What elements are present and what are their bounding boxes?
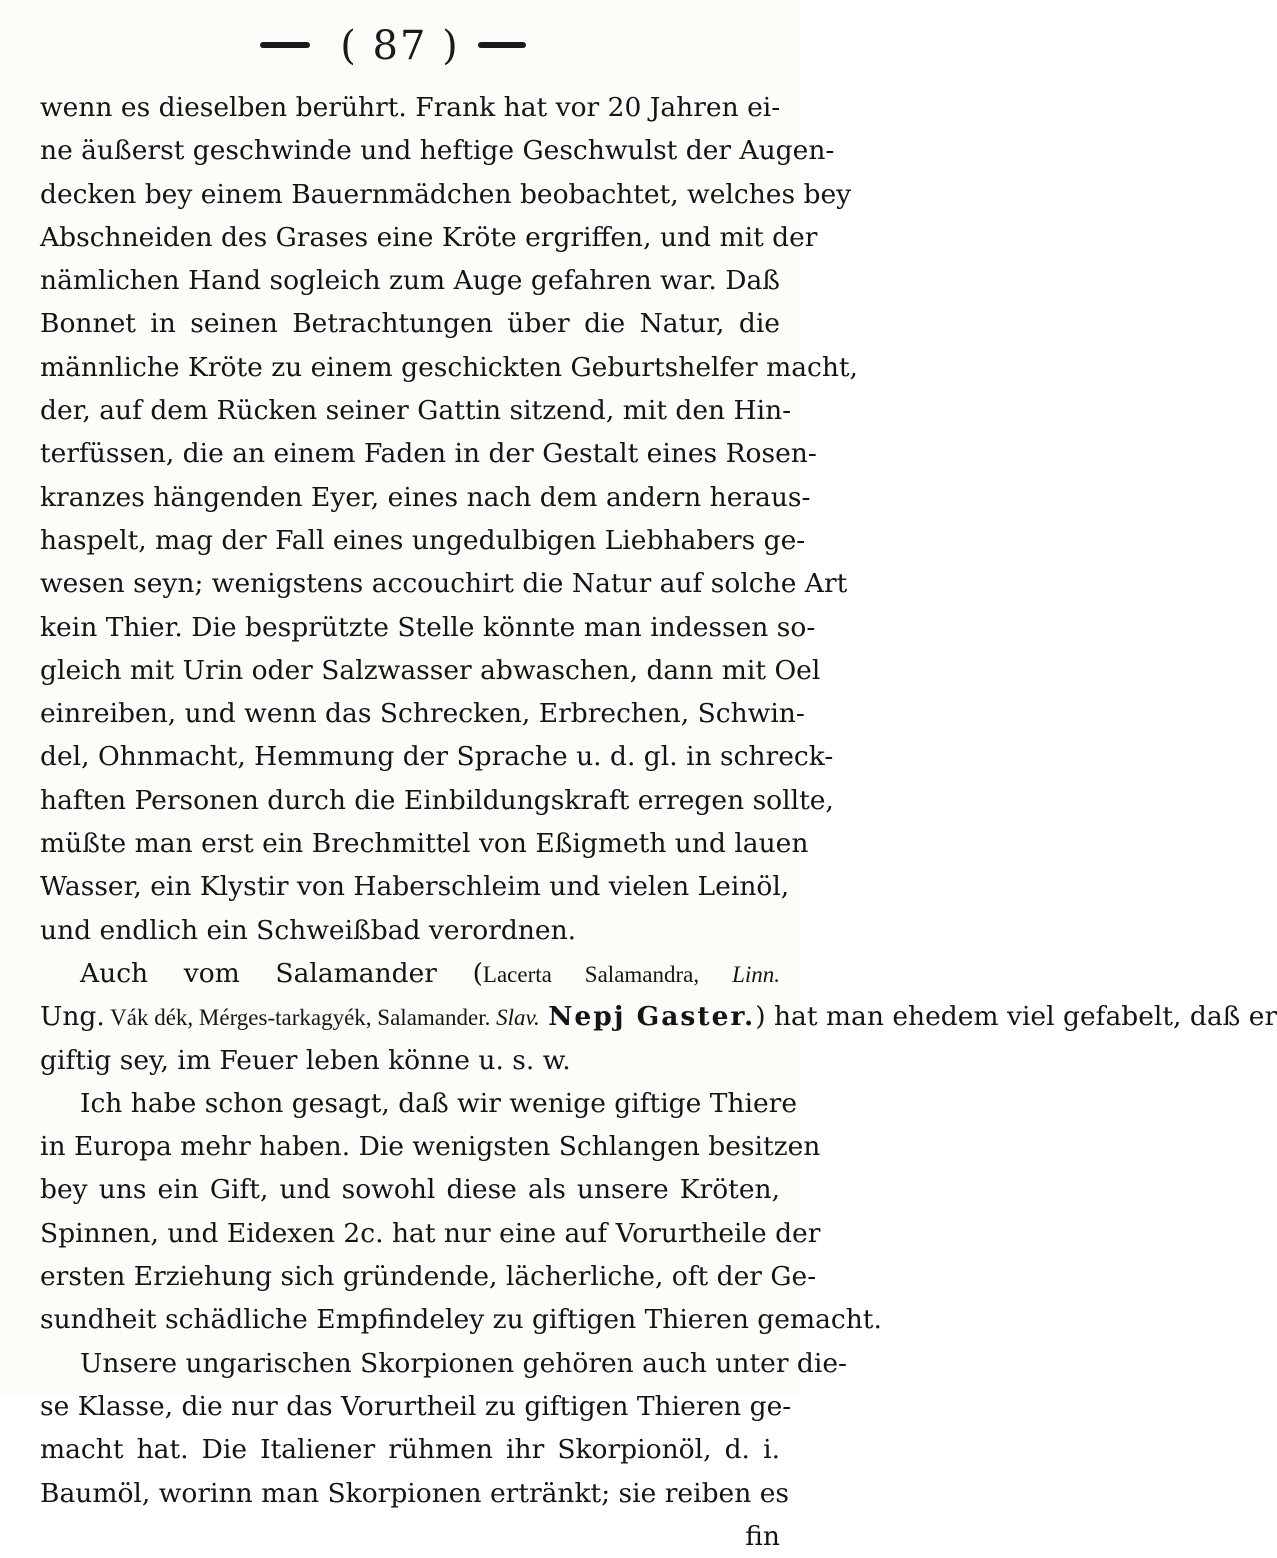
catchword: fin bbox=[745, 1520, 780, 1552]
synonym-line bbox=[40, 952, 780, 995]
text-line: ersten Erziehung sich gründende, lächerliche, oft der Ge- bbox=[40, 1261, 817, 1293]
text-line: einreiben, und wenn das Schrecken, Erbrechen, Schwin- bbox=[40, 698, 805, 730]
text-line: nämlichen Hand sogleich zum Auge gefahren war. Daß bbox=[40, 265, 780, 297]
text-line: ne äußerst geschwinde und heftige Geschwulst der Augen- bbox=[40, 135, 835, 167]
body-text bbox=[40, 86, 1277, 1558]
language-abbrev-slav: Slav. bbox=[496, 1005, 540, 1031]
text-line: macht hat. Die Italiener rühmen ihr Skorpionöl, d. i. bbox=[40, 1434, 780, 1466]
text-line: in Europa mehr haben. Die wenigsten Schlangen besitzen bbox=[40, 1131, 821, 1163]
hungarian-names: Vák dék, Mérges-tarkagyék, Salamander. bbox=[104, 1005, 497, 1031]
text-line: se Klasse, die nur das Vorurtheil zu giftigen Thieren ge- bbox=[40, 1390, 792, 1422]
header-rule-right bbox=[478, 42, 526, 48]
text-line: Abschneiden des Grases eine Kröte ergriffen, und mit der bbox=[40, 221, 818, 253]
language-abbrev-ung: Ung. bbox=[40, 1001, 105, 1033]
text-line: terfüssen, die an einem Faden in der Gestalt eines Rosen- bbox=[40, 438, 817, 470]
text-line: wenn es dieselben berührt. Frank hat vor 20 Jahren ei- bbox=[40, 92, 781, 123]
header-rule-left bbox=[260, 42, 310, 48]
text-line: haspelt, mag der Fall eines ungedulbigen Liebhabers ge- bbox=[40, 524, 806, 556]
synonym-prefix: Auch vom Salamander ( bbox=[80, 957, 483, 989]
text-line: wesen seyn; wenigstens accouchirt die Natur auf solche Art bbox=[40, 568, 848, 600]
latin-name: Lacerta Salamandra, bbox=[482, 961, 733, 987]
taxonomic-authority: Linn. bbox=[732, 961, 781, 987]
page-number: ( 87 ) bbox=[340, 23, 460, 69]
text-line: decken bey einem Bauernmädchen beobachtet, welches bey bbox=[40, 178, 852, 210]
text-line: giftig sey, im Feuer leben könne u. s. w. bbox=[40, 1044, 571, 1076]
text-line: Ich habe schon gesagt, daß wir wenige giftige Thiere bbox=[80, 1087, 798, 1119]
synonym-rest: ) hat man ehedem viel gefabelt, daß er bbox=[755, 1001, 1277, 1033]
text-line: und endlich ein Schweißbad verordnen. bbox=[40, 914, 577, 946]
text-line: Wasser, ein Klystir von Haberschleim und vielen Leinöl, bbox=[40, 871, 790, 903]
text-line: Baumöl, worinn man Skorpionen ertränkt; sie reiben es bbox=[40, 1477, 789, 1509]
text-line: Spinnen, und Eidexen 2c. hat nur eine auf Vorurtheile der bbox=[40, 1217, 821, 1249]
text-line: Unsere ungarischen Skorpionen gehören auch unter die- bbox=[80, 1347, 847, 1379]
text-line: Bonnet in seinen Betrachtungen über die Natur, die bbox=[40, 308, 780, 340]
text-line: gleich mit Urin oder Salzwasser abwaschen, dann mit Oel bbox=[40, 654, 821, 686]
page-header bbox=[0, 10, 800, 70]
text-line: männliche Kröte zu einem geschickten Geburtshelfer macht, bbox=[40, 351, 858, 383]
text-line: del, Ohnmacht, Hemmung der Sprache u. d. gl. in schreck- bbox=[40, 741, 834, 773]
text-line: haften Personen durch die Einbildungskraft erregen sollte, bbox=[40, 784, 834, 816]
text-line: sundheit schädliche Empfindeley zu giftigen Thieren gemacht. bbox=[40, 1304, 882, 1336]
text-line: bey uns ein Gift, und sowohl diese als unsere Kröten, bbox=[40, 1174, 780, 1206]
text-line: müßte man erst ein Brechmittel von Eßigmeth und lauen bbox=[40, 828, 809, 860]
synonym-line-2 bbox=[40, 995, 1277, 1038]
text-line: der, auf dem Rücken seiner Gattin sitzend, mit den Hin- bbox=[40, 395, 792, 427]
slavic-name: Nepj Gaster. bbox=[548, 1001, 756, 1033]
text-line: kein Thier. Die besprützte Stelle könnte man indessen so- bbox=[40, 611, 816, 643]
text-line: kranzes hängenden Eyer, eines nach dem andern heraus- bbox=[40, 481, 811, 513]
